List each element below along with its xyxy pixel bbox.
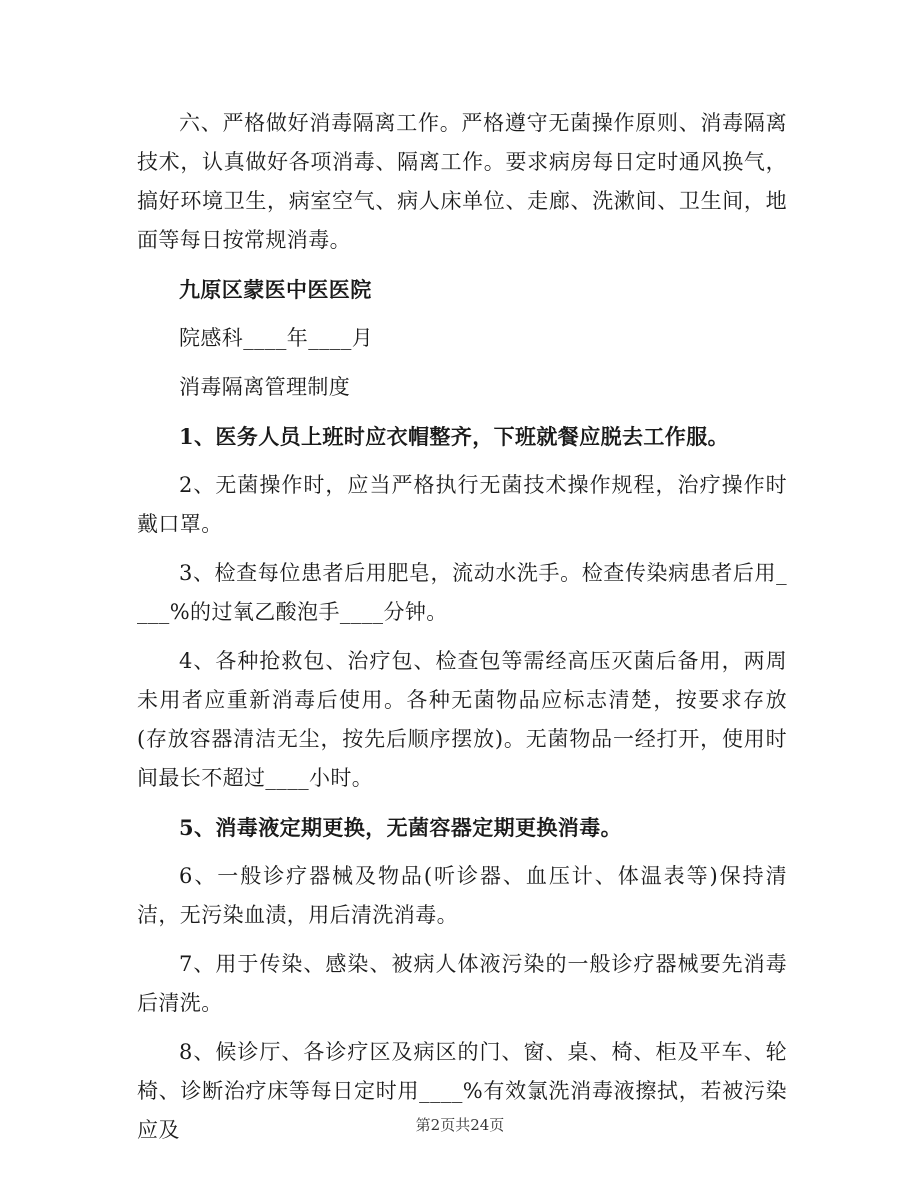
- section-title: 消毒隔离管理制度: [179, 375, 351, 399]
- rule-item-8: 8、候诊厅、各诊疗区及病区的门、窗、桌、椅、柜及平车、轮椅、诊断治疗床等每日定时用____%有效氯洗消毒液擦拭，若被污染应及: [137, 1040, 787, 1142]
- document-body: [137, 104, 787, 1160]
- page-number-footer: 第2页共24页: [415, 1116, 505, 1134]
- rule-item-5: 5、消毒液定期更换，无菌容器定期更换消毒。: [179, 815, 623, 840]
- rule-item-7: 7、用于传染、感染、被病人体液污染的一般诊疗器械要先消毒后清洗。: [137, 952, 787, 1015]
- department-date-line: 院感科____年____月: [179, 326, 374, 350]
- rule-item-3: 3、检查每位患者后用肥皂，流动水洗手。检查传染病患者后用____%的过氧乙酸泡手____分钟。: [137, 561, 787, 624]
- rule-item-6: 6、一般诊疗器械及物品(听诊器、血压计、体温表等)保持清洁，无污染血渍，用后清洗消毒。: [137, 864, 787, 927]
- rule-item-4: 4、各种抢救包、治疗包、检查包等需经高压灭菌后备用，两周未用者应重新消毒后使用。各种无菌物品应标志清楚，按要求存放(存放容器清洁无尘，按先后顺序摆放)。无菌物品一经打开，使用时间最长不超过____小时。: [137, 649, 787, 790]
- hospital-name: 九原区蒙医中医医院: [179, 277, 372, 302]
- rule-item-1: 1、医务人员上班时应衣帽整齐，下班就餐应脱去工作服。: [179, 424, 730, 449]
- paragraph-disinfection-isolation: 六、严格做好消毒隔离工作。严格遵守无菌操作原则、消毒隔离技术，认真做好各项消毒、隔离工作。要求病房每日定时通风换气，搞好环境卫生，病室空气、病人床单位、走廊、洗漱间、卫生间，地面等每日按常规消毒。: [137, 111, 787, 252]
- rule-item-2: 2、无菌操作时，应当严格执行无菌技术操作规程，治疗操作时戴口罩。: [137, 473, 787, 536]
